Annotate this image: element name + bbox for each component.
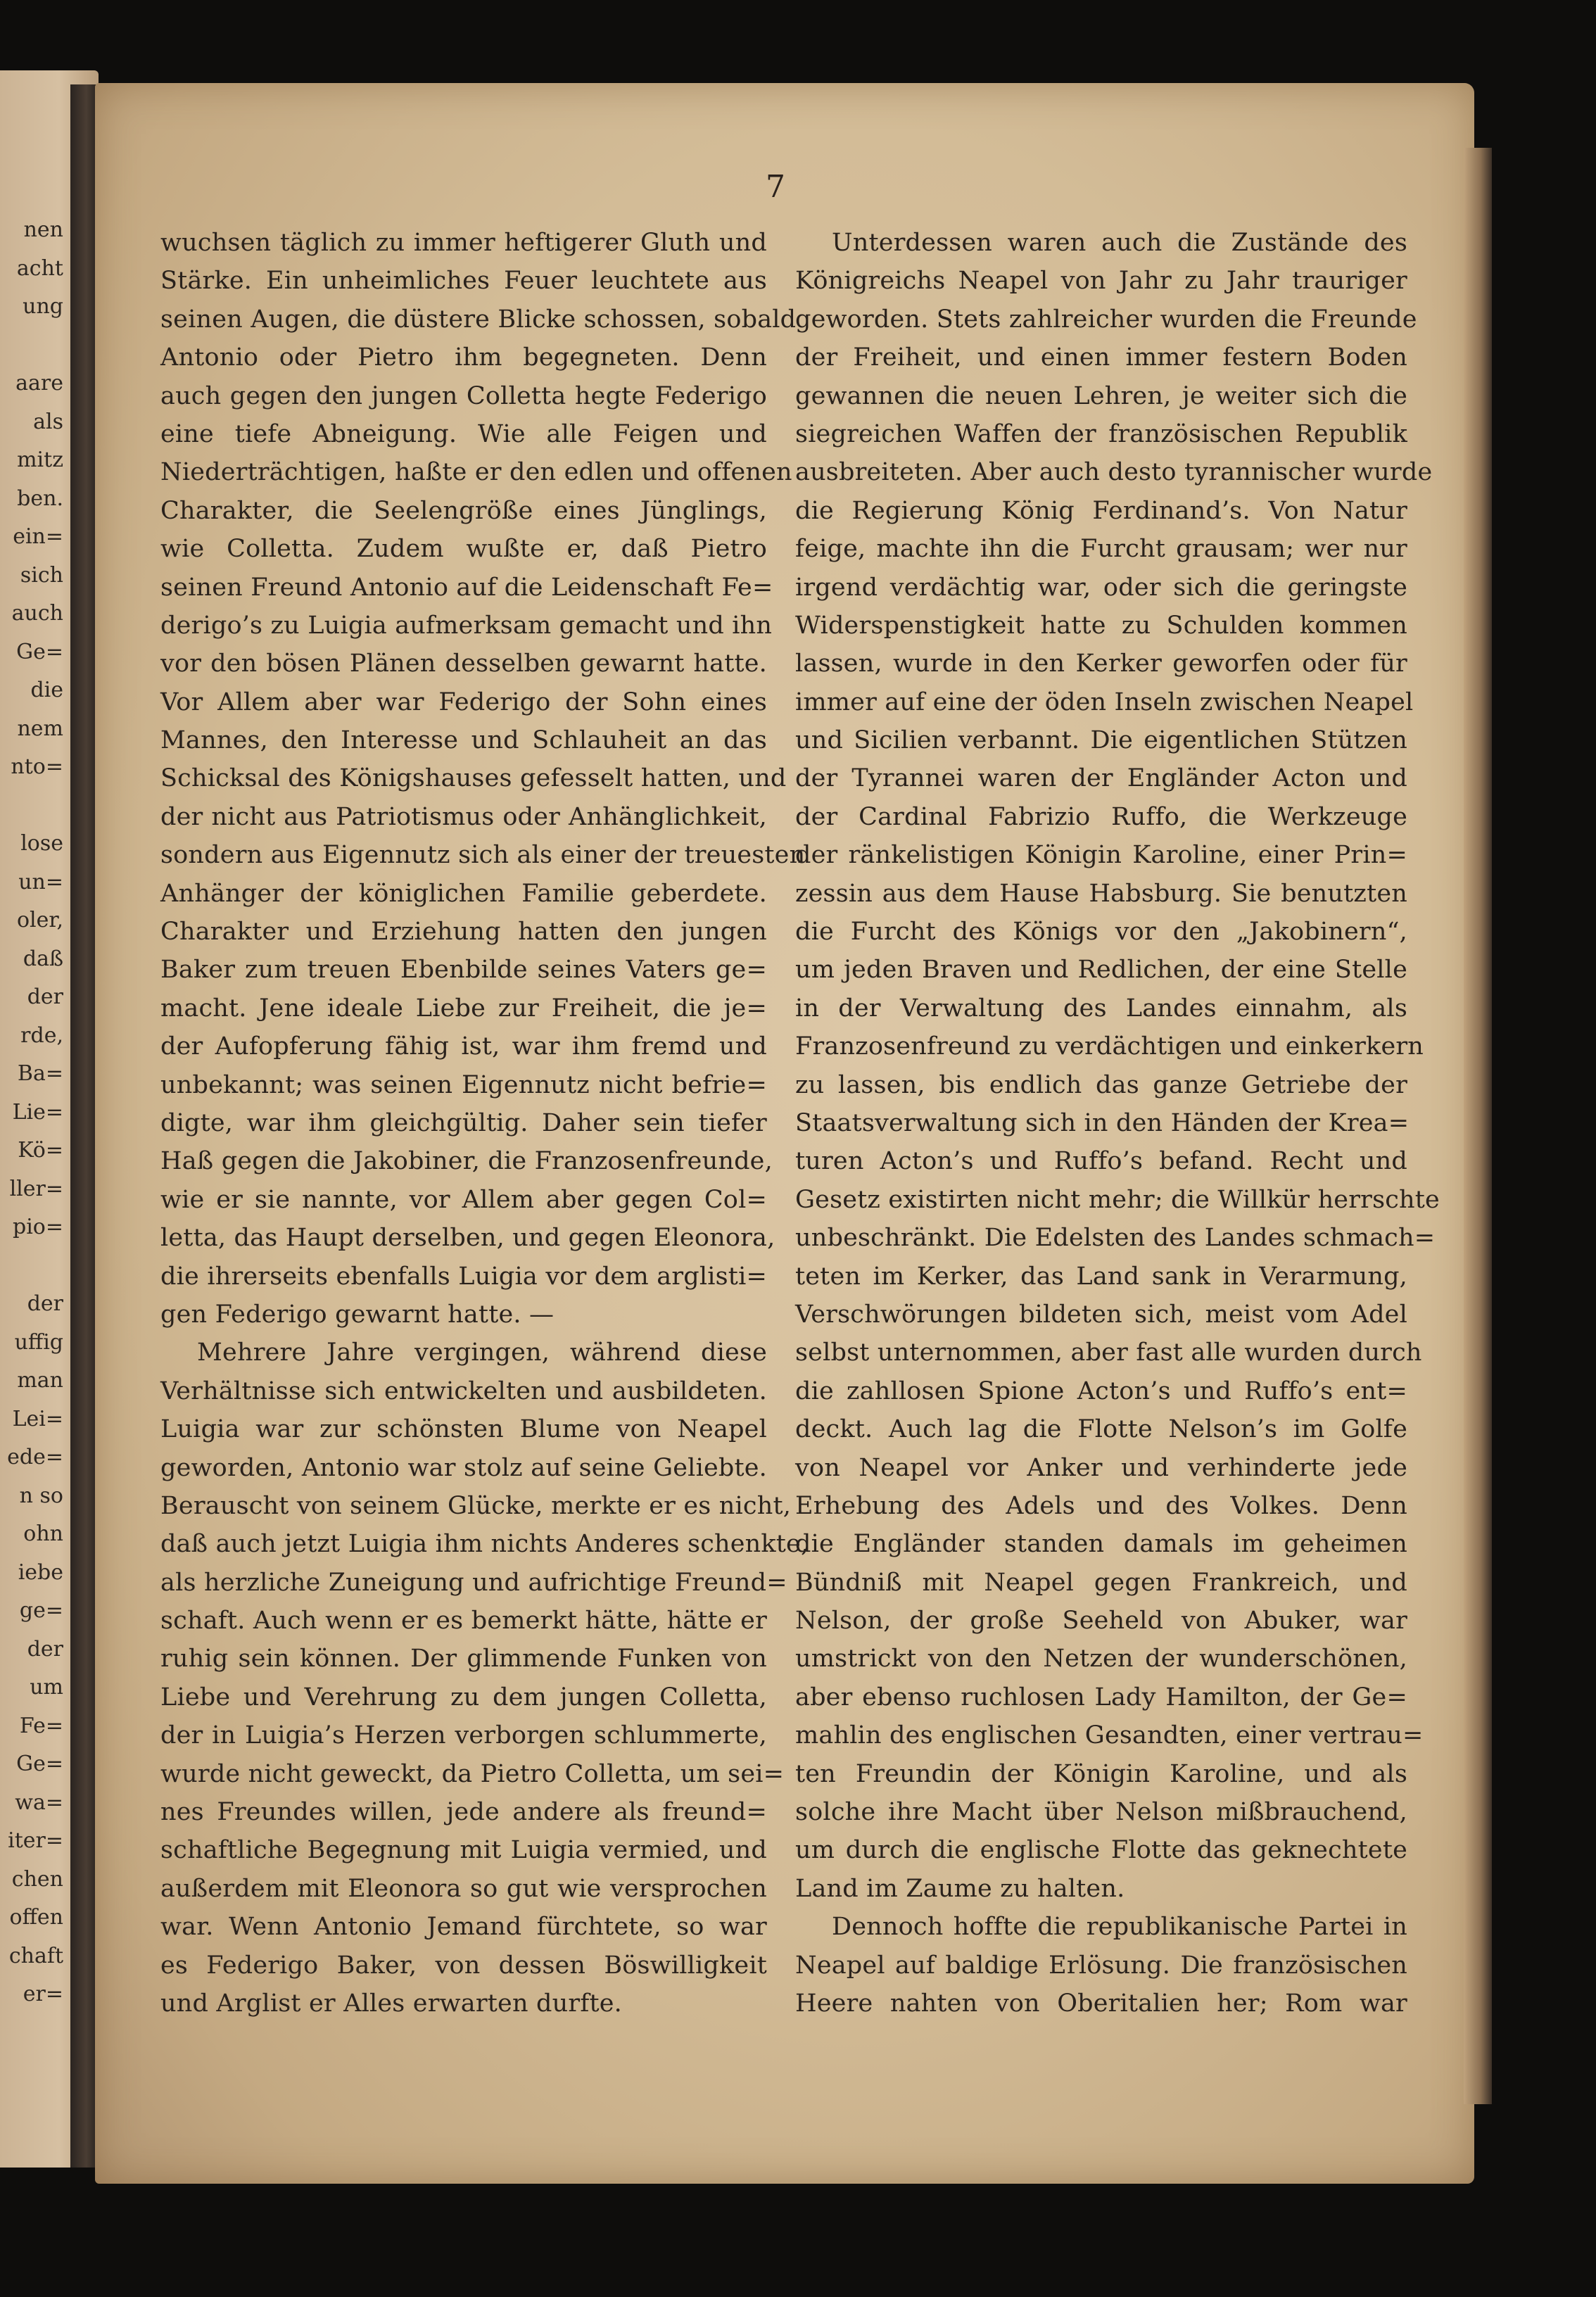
text-line: die zahllosen Spione Acton’s und Ruffo’s ent= [795, 1377, 1407, 1405]
text-line: Mannes, den Interesse und Schlauheit an das [160, 726, 767, 755]
text-line: Unterdessen waren auch die Zustände des [832, 229, 1407, 257]
left-page-fragment-text: daß [23, 946, 63, 971]
text-line: Nelson, der große Seeheld von Abuker, war [795, 1607, 1407, 1635]
left-page-fragment-text: er= [23, 1982, 63, 2006]
left-page-fragment-text: als [33, 409, 63, 434]
text-line: seinen Augen, die düstere Blicke schossen, sobald [160, 305, 797, 334]
text-line: geworden. Stets zahlreicher wurden die Freunde [795, 305, 1417, 334]
text-line: zu lassen, bis endlich das ganze Getriebe der [795, 1070, 1407, 1099]
text-line: immer auf eine der öden Inseln zwischen Neapel [795, 688, 1414, 716]
left-page-fragment-text: der [27, 985, 63, 1009]
text-line: die Furcht des Königs vor den „Jakobinern“, [795, 918, 1407, 947]
text-line: ten Freundin der Königin Karoline, und als [795, 1759, 1407, 1788]
text-line: war. Wenn Antonio Jemand fürchtete, so war [160, 1913, 767, 1942]
left-page-fragment-text: lose [20, 831, 63, 856]
text-line: unbekannt; was seinen Eigennutz nicht befrie= [160, 1070, 767, 1099]
text-line: Stärke. Ein unheimliches Feuer leuchtete aus [160, 267, 767, 296]
text-line: Niederträchtigen, haßte er den edlen und offenen [160, 458, 792, 487]
text-line: umstrickt von den Netzen der wunderschönen, [795, 1645, 1407, 1673]
left-page-fragment-text: oler, [17, 908, 63, 932]
left-page-fragment-text: mitz [17, 448, 63, 472]
text-line: um jeden Braven und Redlichen, der eine Stelle [795, 956, 1407, 985]
text-line: siegreichen Waffen der französischen Republik [795, 419, 1407, 448]
left-page-fragment-text: Ge= [16, 639, 63, 664]
text-line: Dennoch hoffte die republikanische Partei in [832, 1913, 1407, 1942]
left-page-fragment-text: un= [18, 869, 63, 894]
text-line: auch gegen den jungen Colletta hegte Federigo [160, 381, 767, 410]
text-line: teten im Kerker, das Land sank in Verarmung, [795, 1262, 1407, 1291]
page-edge [1464, 148, 1492, 2104]
left-page-fragment-text: chaft [8, 1943, 63, 1968]
left-page-fragment-text: Lei= [12, 1406, 63, 1431]
text-line: Königreichs Neapel von Jahr zu Jahr trauriger [795, 267, 1407, 296]
left-page-fragment-text: ohn [23, 1521, 63, 1546]
text-line: selbst unternommen, aber fast alle wurden durch [795, 1339, 1422, 1367]
text-line: aber ebenso ruchlosen Lady Hamilton, der Ge= [795, 1683, 1407, 1711]
text-line: die Regierung König Ferdinand’s. Von Natur [795, 496, 1407, 525]
text-line: um durch die englische Flotte das geknechtete [795, 1836, 1407, 1865]
text-line: digte, war ihm gleichgültig. Daher sein tiefer [160, 1108, 767, 1137]
left-page-fragment-text: der [27, 1636, 63, 1662]
left-page-fragment-text: Ba= [17, 1061, 63, 1086]
text-line: wuchsen täglich zu immer heftigerer Gluth und [160, 229, 767, 257]
text-line: ruhig sein können. Der glimmende Funken von [160, 1645, 767, 1673]
text-line: wurde nicht geweckt, da Pietro Colletta, um sei= [160, 1759, 785, 1788]
left-page-fragment-text: Ge= [16, 1752, 63, 1776]
text-line: und Sicilien verbannt. Die eigentlichen Stützen [795, 726, 1407, 755]
text-line: der Tyrannei waren der Engländer Acton und [795, 764, 1407, 793]
left-page-fragment-text: iter= [8, 1828, 63, 1853]
text-line: als herzliche Zuneigung und aufrichtige Freund= [160, 1568, 787, 1597]
text-line: gewannen die neuen Lehren, je weiter sich die [795, 381, 1407, 410]
text-line: nes Freundes willen, jede andere als freund= [160, 1798, 767, 1827]
text-line: Luigia war zur schönsten Blume von Neapel [160, 1415, 767, 1444]
left-page-fragment-text [3, 327, 66, 365]
text-line: Schicksal des Königshauses gefesselt hatten, und [160, 764, 787, 793]
text-line: sondern aus Eigennutz sich als einer der treuesten [160, 841, 806, 870]
left-page-fragment-text: nen [23, 217, 63, 242]
left-page-fragment-text: um [30, 1675, 63, 1700]
left-page-fragment-text: uffig [14, 1329, 63, 1355]
text-line: der Cardinal Fabrizio Ruffo, die Werkzeuge [795, 802, 1407, 831]
book-spine [70, 84, 97, 2168]
text-line: Antonio oder Pietro ihm begegneten. Denn [160, 343, 767, 372]
left-page-fragment-text: ben. [17, 486, 63, 511]
text-line: der Freiheit, und einen immer festern Boden [795, 343, 1407, 372]
text-line: solche ihre Macht über Nelson mißbrauchend, [795, 1798, 1407, 1827]
text-line: Erhebung des Adels und des Volkes. Denn [795, 1491, 1407, 1520]
text-line: außerdem mit Eleonora so gut wie versprochen [160, 1874, 767, 1903]
text-line: wie er sie nannte, vor Allem aber gegen Col= [160, 1185, 767, 1214]
left-page-fragment-text: aare [15, 371, 63, 396]
left-page-fragment-text: die [30, 678, 63, 702]
text-line: und Arglist er Alles erwarten durfte. [160, 1989, 622, 2018]
left-page-fragment-text: nto= [11, 754, 63, 779]
text-line: Liebe und Verehrung zu dem jungen Colletta, [160, 1683, 767, 1711]
text-line: Staatsverwaltung sich in den Händen der Krea= [795, 1108, 1410, 1137]
left-page-fragment-text: chen [11, 1866, 63, 1892]
text-column-right [795, 224, 1440, 2023]
text-line: Berauscht von seinem Glücke, merkte er es nicht, [160, 1491, 792, 1520]
text-line: Bündniß mit Neapel gegen Frankreich, und [795, 1568, 1407, 1597]
text-line: schaftliche Begegnung mit Luigia vermied, und [160, 1836, 767, 1865]
text-line: Mehrere Jahre vergingen, während diese [197, 1339, 767, 1367]
left-page-fragment-text: acht [16, 255, 63, 281]
text-line: Heere nahten von Oberitalien her; Rom war [795, 1989, 1407, 2018]
text-line: lassen, wurde in den Kerker geworfen oder für [795, 650, 1407, 678]
text-line: der nicht aus Patriotismus oder Anhänglichkeit, [160, 802, 767, 831]
text-line: in der Verwaltung des Landes einnahm, als [795, 994, 1407, 1023]
left-page-fragment-text: auch [11, 601, 63, 626]
left-page-fragment-text: ein= [13, 524, 63, 549]
text-line: mahlin des englischen Gesandten, einer vertrau= [795, 1721, 1424, 1750]
left-page-fragment-text [3, 1247, 66, 1286]
text-line: Vor Allem aber war Federigo der Sohn eines [160, 688, 767, 716]
text-line: derigo’s zu Luigia aufmerksam gemacht und ihn [160, 611, 773, 640]
text-line: vor den bösen Plänen desselben gewarnt hatte. [160, 650, 767, 678]
text-line: Widerspenstigkeit hatte zu Schulden kommen [795, 611, 1407, 640]
left-page-fragment-text: wa= [15, 1790, 63, 1815]
text-line: geworden, Antonio war stolz auf seine Geliebte. [160, 1453, 767, 1482]
left-page-fragment-text: nem [17, 716, 63, 741]
text-line: Anhänger der königlichen Familie geberdete. [160, 879, 767, 908]
text-line: deckt. Auch lag die Flotte Nelson’s im Golfe [795, 1415, 1407, 1444]
left-page-fragment-text: ge= [19, 1598, 63, 1623]
page-number: 7 [766, 169, 785, 205]
text-line: die ihrerseits ebenfalls Luigia vor dem arglisti= [160, 1262, 767, 1291]
text-line: seinen Freund Antonio auf die Leidenschaft Fe= [160, 573, 773, 602]
left-page-fragment-text: iebe [18, 1559, 63, 1585]
left-page-fragment-text: pio= [13, 1215, 63, 1239]
text-line: eine tiefe Abneigung. Wie alle Feigen und [160, 419, 767, 448]
text-line: schaft. Auch wenn er es bemerkt hätte, hätte er [160, 1607, 767, 1635]
left-page-fragment-text: ung [23, 294, 63, 319]
left-page-fragment-text: Kö= [18, 1138, 63, 1163]
text-line: Verhältnisse sich entwickelten und ausbildeten. [160, 1377, 767, 1405]
text-line: die Engländer standen damals im geheimen [795, 1530, 1407, 1559]
text-line: der ränkelistigen Königin Karoline, einer Prin= [795, 841, 1407, 870]
text-line: gen Federigo gewarnt hatte. — [160, 1300, 555, 1329]
text-line: unbeschränkt. Die Edelsten des Landes schmach= [795, 1224, 1436, 1253]
left-page-fragment-text: Lie= [12, 1099, 63, 1125]
text-line: Gesetz existirten nicht mehr; die Willkür herrschte [795, 1185, 1440, 1214]
text-column-left [160, 224, 809, 2023]
text-line: der Aufopferung fähig ist, war ihm fremd und [160, 1032, 767, 1061]
text-line: feige, machte ihn die Furcht grausam; wer nur [795, 535, 1407, 564]
text-line: Haß gegen die Jakobiner, die Franzosenfreunde, [160, 1147, 773, 1176]
left-page-text [3, 211, 66, 2014]
text-line: turen Acton’s und Ruffo’s befand. Recht und [795, 1147, 1407, 1176]
text-line: der in Luigia’s Herzen verborgen schlummerte, [160, 1721, 767, 1750]
left-page-fragment-text: der [27, 1291, 63, 1316]
text-line: zessin aus dem Hause Habsburg. Sie benutzten [795, 879, 1407, 908]
left-page-fragment-text: Fe= [19, 1713, 63, 1738]
text-line: Charakter, die Seelengröße eines Jünglings, [160, 496, 767, 525]
text-line: Charakter und Erziehung hatten den jungen [160, 918, 767, 947]
text-line: daß auch jetzt Luigia ihm nichts Anderes schenkte, [160, 1530, 809, 1559]
left-page-fragment-text: man [17, 1368, 63, 1393]
text-line: irgend verdächtig war, oder sich die geringste [795, 573, 1407, 602]
text-line: Neapel auf baldige Erlösung. Die französischen [795, 1951, 1407, 1980]
left-page-fragment-text: ede= [7, 1445, 63, 1469]
left-page-fragment-text: n so [19, 1483, 63, 1508]
left-page-fragment-text: rde, [20, 1023, 63, 1048]
text-line: Land im Zaume zu halten. [795, 1874, 1125, 1903]
left-page-fragment-text: offen [9, 1905, 63, 1930]
text-line: letta, das Haupt derselben, und gegen Eleonora, [160, 1224, 775, 1253]
left-page-fragment-text: sich [20, 562, 63, 588]
text-line: von Neapel vor Anker und verhinderte jede [795, 1453, 1407, 1482]
text-line: Baker zum treuen Ebenbilde seines Vaters ge= [160, 956, 767, 985]
text-line: es Federigo Baker, von dessen Böswilligkeit [160, 1951, 767, 1980]
text-line: Franzosenfreund zu verdächtigen und einkerkern [795, 1032, 1424, 1061]
left-page-fragment-text: ller= [9, 1176, 63, 1201]
text-line: Verschwörungen bildeten sich, meist vom Adel [795, 1300, 1407, 1329]
left-page-fragment-text [3, 787, 66, 825]
text-line: ausbreiteten. Aber auch desto tyrannischer wurde [795, 458, 1433, 487]
text-line: wie Colletta. Zudem wußte er, daß Pietro [160, 535, 767, 564]
text-line: macht. Jene ideale Liebe zur Freiheit, die je= [160, 994, 767, 1023]
